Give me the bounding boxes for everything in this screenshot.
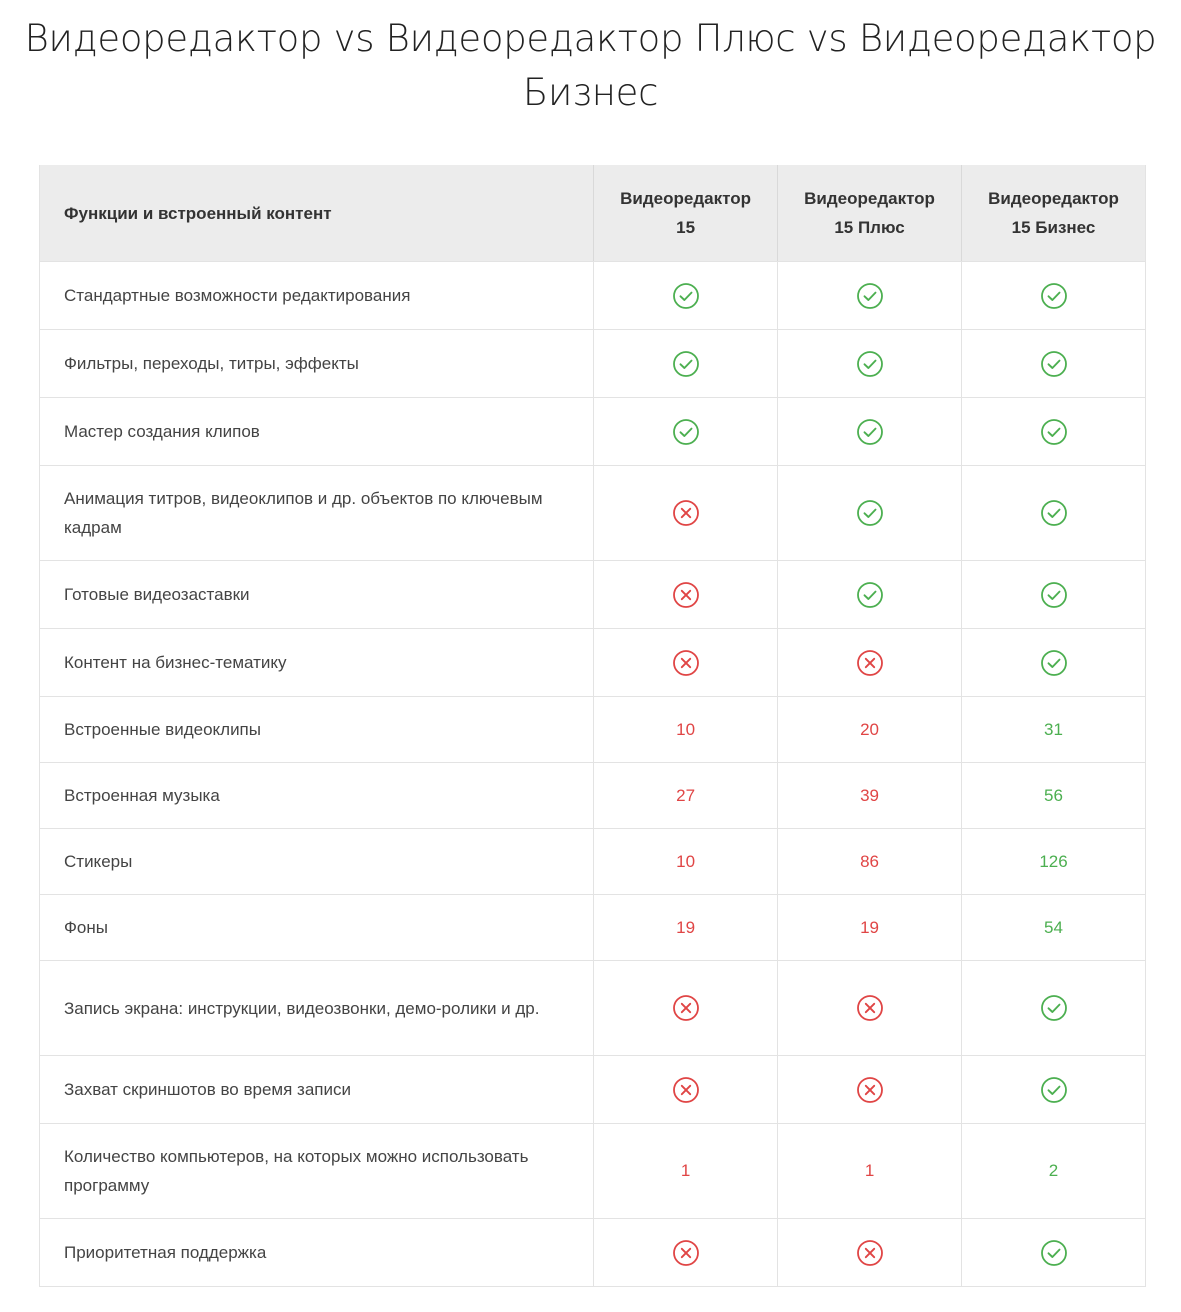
column-header-plus	[777, 165, 961, 261]
value-number: 27	[676, 785, 696, 805]
value-cell	[777, 466, 961, 560]
check-icon	[856, 282, 884, 310]
value-number: 10	[676, 719, 696, 739]
table-row	[40, 696, 1145, 762]
feature-label: Мастер создания клипов	[64, 422, 260, 441]
value-cell	[961, 629, 1145, 696]
value-number: 1	[680, 1161, 691, 1180]
table-body	[40, 261, 1145, 1286]
value-cell	[777, 895, 961, 960]
feature-label: Анимация титров, видеоклипов и др. объектов по ключевым кадрам	[64, 489, 543, 537]
value-cell	[593, 763, 777, 828]
table-row	[40, 465, 1145, 560]
value-cell	[777, 829, 961, 894]
feature-label: Встроенная музыка	[64, 786, 220, 805]
value-cell	[777, 1124, 961, 1218]
feature-label: Стикеры	[64, 852, 133, 871]
value-cell	[593, 697, 777, 762]
value-cell	[593, 398, 777, 465]
table-row	[40, 894, 1145, 960]
value-cell	[593, 1219, 777, 1286]
value-cell	[961, 895, 1145, 960]
column-header-label: Видеоредактор 15 Бизнес	[988, 189, 1119, 237]
value-cell	[593, 262, 777, 329]
check-icon	[1040, 1239, 1068, 1267]
value-number: 86	[860, 851, 879, 871]
check-icon	[1040, 649, 1068, 677]
value-cell	[961, 561, 1145, 628]
value-number: 39	[860, 785, 879, 805]
value-number: 19	[860, 917, 879, 937]
feature-label: Запись экрана: инструкции, видеозвонки, демо-ролики и др.	[64, 998, 540, 1018]
check-icon	[1040, 350, 1068, 378]
cross-icon	[672, 994, 700, 1022]
value-number: 31	[1044, 719, 1063, 739]
value-number: 20	[860, 719, 879, 739]
value-cell	[961, 829, 1145, 894]
value-cell	[593, 629, 777, 696]
column-header-label: Видеоредактор 15 Плюс	[804, 189, 935, 237]
value-number: 56	[1044, 785, 1063, 805]
value-number: 19	[676, 917, 696, 937]
value-number: 1	[864, 1161, 875, 1180]
table-row	[40, 762, 1145, 828]
cross-icon	[672, 1076, 700, 1104]
check-icon	[856, 499, 884, 527]
feature-label: Контент на бизнес-тематику	[64, 653, 287, 672]
table-row	[40, 960, 1145, 1055]
feature-label: Фильтры, переходы, титры, эффекты	[64, 354, 359, 373]
value-cell	[777, 330, 961, 397]
table-row	[40, 261, 1145, 329]
value-cell	[593, 829, 777, 894]
check-icon	[1040, 581, 1068, 609]
table-row	[40, 560, 1145, 628]
table-row	[40, 828, 1145, 894]
value-cell	[961, 398, 1145, 465]
column-header-standard	[593, 165, 777, 261]
table-row	[40, 329, 1145, 397]
check-icon	[856, 581, 884, 609]
feature-label: Стандартные возможности редактирования	[64, 286, 411, 305]
value-cell	[777, 763, 961, 828]
value-cell	[777, 697, 961, 762]
comparison-table	[39, 165, 1146, 1287]
column-header-business	[961, 165, 1145, 261]
value-cell	[961, 697, 1145, 762]
feature-label: Захват скриншотов во время записи	[64, 1080, 351, 1099]
value-cell	[593, 1124, 777, 1218]
value-cell	[961, 262, 1145, 329]
value-cell	[777, 398, 961, 465]
value-cell	[593, 961, 777, 1055]
cross-icon	[856, 994, 884, 1022]
table-row	[40, 1218, 1145, 1286]
check-icon	[1040, 1076, 1068, 1104]
cross-icon	[672, 1239, 700, 1267]
value-cell	[777, 262, 961, 329]
feature-label: Фоны	[64, 918, 108, 937]
value-cell	[593, 895, 777, 960]
value-cell	[961, 466, 1145, 560]
check-icon	[1040, 994, 1068, 1022]
value-cell	[593, 330, 777, 397]
value-cell	[777, 629, 961, 696]
cross-icon	[856, 1076, 884, 1104]
value-cell	[593, 1056, 777, 1123]
feature-label: Количество компьютеров, на которых можно использовать программу	[64, 1147, 529, 1195]
check-icon	[1040, 418, 1068, 446]
check-icon	[856, 350, 884, 378]
feature-label: Готовые видеозаставки	[64, 585, 250, 604]
value-cell	[777, 561, 961, 628]
cross-icon	[672, 499, 700, 527]
feature-column-header: Функции и встроенный контент	[64, 203, 332, 223]
check-icon	[672, 350, 700, 378]
feature-label: Приоритетная поддержка	[64, 1243, 267, 1262]
table-header-row	[40, 165, 1145, 261]
value-cell	[961, 330, 1145, 397]
check-icon	[672, 418, 700, 446]
value-cell	[777, 1056, 961, 1123]
value-cell	[961, 961, 1145, 1055]
value-cell	[961, 1219, 1145, 1286]
cross-icon	[672, 581, 700, 609]
table-row	[40, 1123, 1145, 1218]
check-icon	[672, 282, 700, 310]
value-cell	[593, 561, 777, 628]
check-icon	[856, 418, 884, 446]
table-row	[40, 628, 1145, 696]
cross-icon	[672, 649, 700, 677]
value-cell	[777, 1219, 961, 1286]
value-cell	[961, 1056, 1145, 1123]
table-row	[40, 397, 1145, 465]
column-header-label: Видеоредактор 15	[620, 189, 751, 237]
cross-icon	[856, 1239, 884, 1267]
cross-icon	[856, 649, 884, 677]
table-row	[40, 1055, 1145, 1123]
value-number: 126	[1039, 851, 1068, 871]
feature-label: Встроенные видеоклипы	[64, 720, 261, 739]
value-cell	[961, 763, 1145, 828]
check-icon	[1040, 282, 1068, 310]
check-icon	[1040, 499, 1068, 527]
value-cell	[593, 466, 777, 560]
value-cell	[777, 961, 961, 1055]
value-number: 2	[1048, 1161, 1059, 1180]
value-cell	[961, 1124, 1145, 1218]
value-number: 10	[676, 851, 696, 871]
page-title: Видеоредактор vs Видеоредактор Плюс vs Видеоредактор Бизнес	[24, 17, 1157, 114]
value-number: 54	[1044, 917, 1063, 937]
